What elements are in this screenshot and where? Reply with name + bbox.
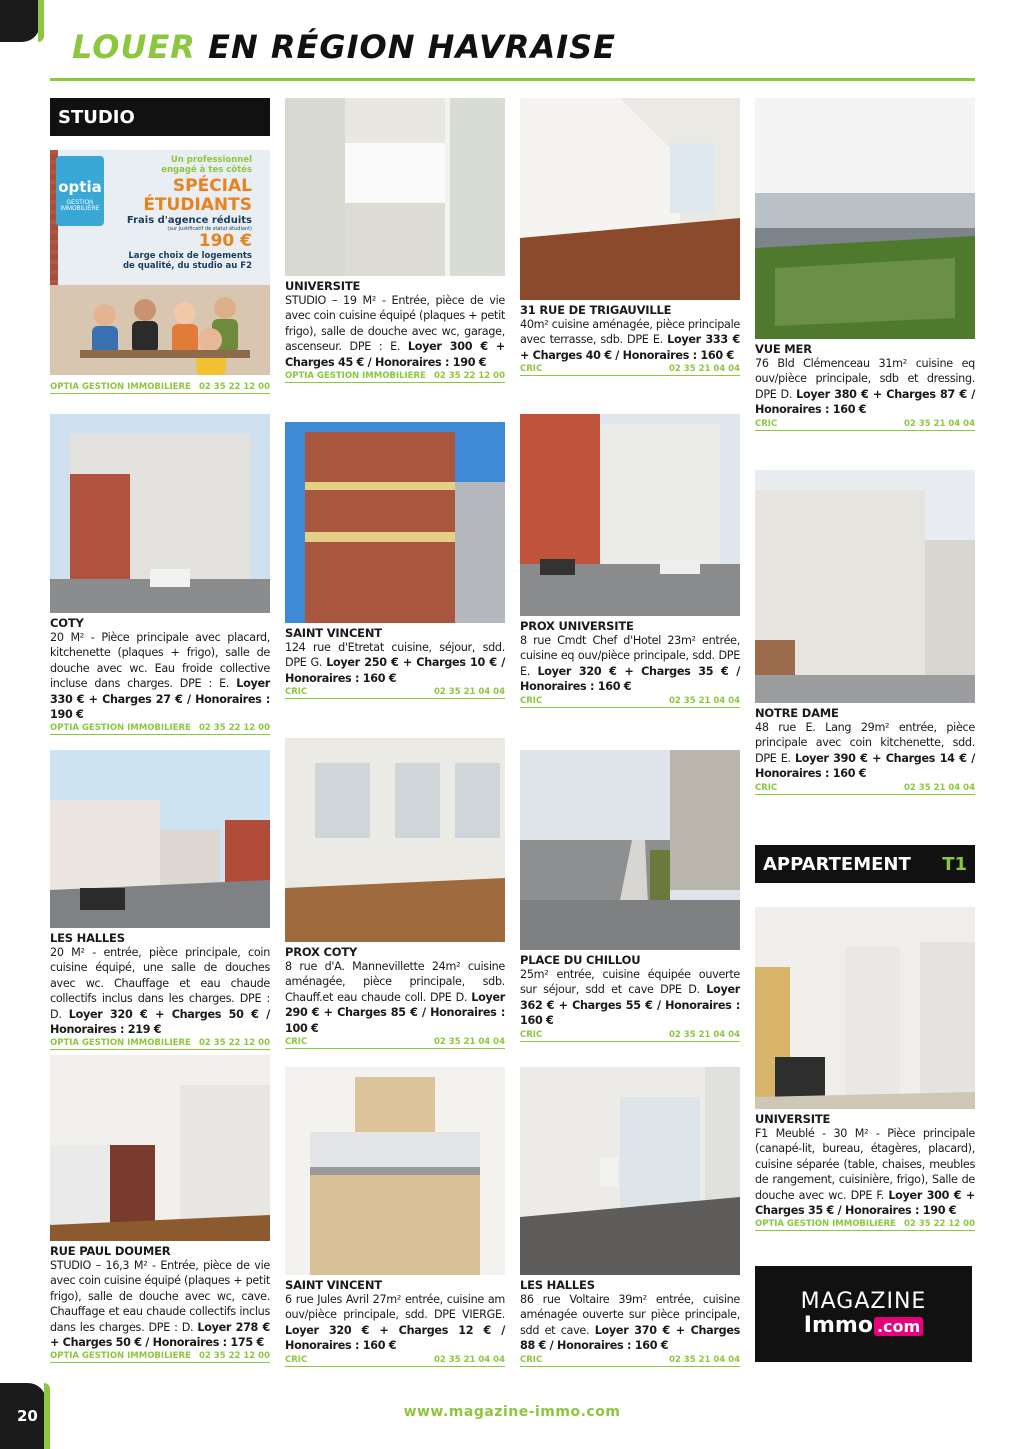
listing-card[interactable] bbox=[50, 1055, 270, 1363]
listing-desc-text: 20 M² - entrée, pièce principale, coin cuisine équipé, une salle de douches avec wc. Chauffage et eau chaude collectifs inclus dans les charges. DPE : D. bbox=[50, 946, 270, 1021]
listing-rent: Loyer 300 € + Charges 35 € / Honoraires : 190 € bbox=[755, 1188, 976, 1218]
listing-desc bbox=[755, 1126, 975, 1218]
listing-rent: Loyer 320 € + Charges 35 € / Honoraires : 160 € bbox=[520, 664, 740, 694]
logo-line2 bbox=[804, 1314, 923, 1339]
listing-agency bbox=[520, 696, 740, 708]
listing-desc bbox=[285, 959, 505, 1036]
listing-desc-text: 8 rue d'A. Mannevillette 24m² cuisine aménagée, pièce principale, sdb. Chauff.et eau chaude coll. DPE D. bbox=[285, 960, 505, 1004]
title-rule bbox=[50, 78, 975, 81]
agency-name: CRIC bbox=[755, 782, 778, 793]
agency-name: OPTIA GESTION IMMOBILIERE bbox=[755, 1219, 896, 1230]
listing-title: COTY bbox=[50, 616, 84, 630]
listing-card[interactable] bbox=[755, 470, 975, 795]
section-studio bbox=[50, 98, 270, 136]
listing-title: VUE MER bbox=[755, 342, 812, 356]
listing-photo bbox=[285, 738, 505, 942]
listing-desc bbox=[755, 356, 975, 418]
listing-title: UNIVERSITE bbox=[285, 279, 361, 293]
title-rest: EN RÉGION HAVRAISE bbox=[208, 28, 617, 66]
listing-agency bbox=[520, 1355, 740, 1367]
agency-name: CRIC bbox=[520, 695, 543, 706]
listing-desc bbox=[520, 967, 740, 1029]
agency-name: CRIC bbox=[520, 1029, 543, 1040]
listing-agency bbox=[755, 1219, 975, 1231]
agency-phone: 02 35 21 04 04 bbox=[904, 782, 975, 793]
listing-desc bbox=[285, 1292, 505, 1354]
listing-agency bbox=[285, 1037, 505, 1049]
logo-immo: Immo bbox=[803, 1312, 873, 1338]
listing-desc-text: 40m² cuisine aménagée, pièce principale avec terrasse, sdb. DPE E. bbox=[520, 318, 740, 347]
listing-rent: Loyer 330 € + Charges 27 € / Honoraires : 190 € bbox=[50, 677, 270, 722]
ad-fees-note: (sur justificatif de statut étudiant) bbox=[167, 226, 252, 232]
logo-dot: .com bbox=[874, 1317, 923, 1336]
agency-name: CRIC bbox=[520, 1354, 543, 1365]
agency-name: CRIC bbox=[285, 1037, 308, 1048]
optia-brand-sub2: IMMOBILIÈRE bbox=[60, 206, 100, 212]
listing-card[interactable] bbox=[520, 98, 740, 376]
listing-desc-text: 86 rue Voltaire 39m² entrée, cuisine aménagée ouverte sur pièce principale, sdd et cave. bbox=[520, 1293, 740, 1337]
listing-desc-text: 25m² entrée, cuisine équipée ouverte sur séjour, sdd et cave DPE D. bbox=[520, 968, 740, 997]
listing-title: PROX COTY bbox=[285, 945, 358, 959]
page-number: 20 bbox=[17, 1407, 38, 1425]
listing-photo bbox=[755, 470, 975, 703]
listing-desc bbox=[755, 720, 975, 782]
agency-phone: 02 35 21 04 04 bbox=[669, 1354, 740, 1365]
listing-desc bbox=[50, 1258, 270, 1350]
listing-card[interactable] bbox=[755, 907, 975, 1231]
footer-url[interactable]: www.magazine-immo.com bbox=[403, 1404, 621, 1420]
listing-title: PLACE DU CHILLOU bbox=[520, 953, 641, 967]
title-highlight: LOUER bbox=[72, 28, 196, 66]
optia-logo bbox=[56, 156, 104, 226]
ad-special1: SPÉCIAL bbox=[172, 176, 252, 196]
agency-phone: 02 35 22 12 00 bbox=[904, 1219, 975, 1230]
listing-photo bbox=[285, 98, 505, 276]
listing-title: SAINT VINCENT bbox=[285, 1278, 382, 1292]
listing-desc bbox=[520, 317, 740, 363]
optia-brand-sub1: GESTION bbox=[66, 200, 94, 206]
listing-desc-text: 6 rue Jules Avril 27m² entrée, cuisine am ouv/pièce principale, sdd. DPE VIERGE. bbox=[285, 1293, 505, 1322]
listing-rent: Loyer 278 € + Charges 50 € / Honoraires : 175 € bbox=[50, 1320, 270, 1350]
listing-title: 31 RUE DE TRIGAUVILLE bbox=[520, 303, 672, 317]
listing-desc bbox=[285, 640, 505, 686]
ad-choice2: de qualité, du studio au F2 bbox=[122, 261, 252, 271]
logo-line1: MAGAZINE bbox=[800, 1288, 927, 1314]
listing-title: NOTRE DAME bbox=[755, 706, 839, 720]
listing-photo bbox=[520, 750, 740, 950]
agency-phone: 02 35 21 04 04 bbox=[669, 695, 740, 706]
agency-phone: 02 35 21 04 04 bbox=[669, 364, 740, 375]
agency-phone: 02 35 22 12 00 bbox=[199, 723, 270, 734]
magazine-immo-logo[interactable] bbox=[755, 1266, 972, 1362]
agency-name: OPTIA GESTION IMMOBILIERE bbox=[50, 1038, 191, 1049]
listing-agency bbox=[755, 419, 975, 431]
listing-title: LES HALLES bbox=[520, 1278, 595, 1292]
ad-tagline2: engagé à tes côtés bbox=[161, 165, 252, 175]
listing-photo bbox=[520, 1067, 740, 1275]
listing-photo bbox=[50, 750, 270, 928]
listing-card[interactable] bbox=[755, 98, 975, 431]
listing-title: LES HALLES bbox=[50, 931, 125, 945]
listing-agency bbox=[285, 1355, 505, 1367]
listing-desc-text: 8 rue Cmdt Chef d'Hotel 23m² entrée, cuisine eq ouv/pièce principale, sdd. DPE E. bbox=[520, 634, 740, 678]
listing-card[interactable] bbox=[285, 422, 505, 699]
agency-name: CRIC bbox=[285, 1354, 308, 1365]
listing-agency bbox=[285, 687, 505, 699]
listing-title: SAINT VINCENT bbox=[285, 626, 382, 640]
listing-rent: Loyer 362 € + Charges 55 € / Honoraires : 160 € bbox=[520, 983, 740, 1028]
section-studio-label: STUDIO bbox=[58, 106, 135, 128]
agency-name: OPTIA GESTION IMMOBILIERE bbox=[285, 371, 426, 382]
listing-rent: Loyer 380 € + Charges 87 € / Honoraires : 160 € bbox=[755, 387, 975, 417]
listing-desc bbox=[285, 293, 505, 370]
listing-photo bbox=[50, 414, 270, 613]
ad-special2: ÉTUDIANTS bbox=[143, 195, 252, 215]
listing-photo bbox=[285, 1067, 505, 1275]
listing-photo bbox=[755, 98, 975, 339]
listing-card[interactable] bbox=[520, 414, 740, 708]
section-appartement-label: APPARTEMENT bbox=[763, 853, 911, 875]
ad-agency-name: OPTIA GESTION IMMOBILIERE bbox=[50, 382, 191, 392]
listing-agency bbox=[50, 723, 270, 735]
listing-photo bbox=[520, 414, 740, 616]
listing-title: UNIVERSITE bbox=[755, 1112, 831, 1126]
listing-card[interactable] bbox=[285, 98, 505, 383]
agency-name: CRIC bbox=[520, 364, 543, 375]
listing-agency bbox=[755, 783, 975, 795]
listing-card[interactable] bbox=[520, 750, 740, 1042]
listing-card[interactable] bbox=[50, 414, 270, 735]
listing-card[interactable] bbox=[285, 738, 505, 1049]
listing-desc-text: 20 M² - Pièce principale avec placard, kitchenette (plaques + frigo), salle de douche avec wc. Eau froide collective incluse dans charges. DPE : E. bbox=[50, 631, 270, 691]
listing-rent: Loyer 390 € + Charges 14 € / Honoraires : 160 € bbox=[755, 751, 975, 781]
listing-photo bbox=[285, 422, 505, 623]
listing-rent: Loyer 320 € + Charges 12 € / Honoraires : 160 € bbox=[285, 1323, 505, 1353]
page-title bbox=[72, 28, 616, 66]
ad-agency-phone: 02 35 22 12 00 bbox=[199, 382, 270, 392]
agency-phone: 02 35 21 04 04 bbox=[904, 418, 975, 429]
listing-rent: Loyer 250 € + Charges 10 € / Honoraires : 160 € bbox=[285, 656, 505, 685]
agency-phone: 02 35 21 04 04 bbox=[434, 1354, 505, 1365]
agency-phone: 02 35 21 04 04 bbox=[434, 687, 505, 698]
ad-agency bbox=[50, 382, 270, 394]
listing-desc bbox=[50, 630, 270, 722]
ad-choice1: Large choix de logements bbox=[128, 251, 252, 261]
ad-copy bbox=[110, 155, 252, 271]
agency-phone: 02 35 22 12 00 bbox=[199, 1038, 270, 1049]
listing-agency bbox=[285, 371, 505, 383]
agency-name: CRIC bbox=[755, 418, 778, 429]
agency-phone: 02 35 21 04 04 bbox=[434, 1037, 505, 1048]
listing-photo bbox=[520, 98, 740, 300]
listing-rent: Loyer 300 € + Charges 45 € / Honoraires : 190 € bbox=[285, 340, 505, 369]
optia-brand: optia bbox=[58, 178, 102, 196]
section-appartement-type: T1 bbox=[942, 853, 967, 875]
listing-card[interactable] bbox=[50, 750, 270, 1050]
listing-card[interactable] bbox=[520, 1067, 740, 1367]
listing-card[interactable] bbox=[285, 1067, 505, 1367]
listing-agency bbox=[50, 1351, 270, 1363]
ad-fees-price: 190 € bbox=[198, 231, 252, 251]
listing-rent: Loyer 370 € + Charges 88 € / Honoraires : 160 € bbox=[520, 1323, 740, 1353]
listing-agency bbox=[520, 364, 740, 376]
listing-rent: Loyer 333 € + Charges 40 € / Honoraires : 160 € bbox=[520, 333, 740, 362]
agency-phone: 02 35 22 12 00 bbox=[434, 371, 505, 382]
section-appartement bbox=[755, 845, 975, 883]
listing-desc bbox=[520, 633, 740, 695]
listing-rent: Loyer 320 € + Charges 50 € / Honoraires : 219 € bbox=[50, 1007, 271, 1037]
listing-title: RUE PAUL DOUMER bbox=[50, 1244, 171, 1258]
ad-tagline1: Un professionnel bbox=[170, 155, 252, 165]
listing-desc-text: 48 rue E. Lang 29m² entrée, pièce principale avec coin kitchenette, sdd. DPE E. bbox=[755, 721, 975, 765]
listing-desc-text: F1 Meublé - 30 M² - Pièce principale (canapé-lit, bureau, étagères, placard), cuisine séparée (table, chaises, meubles de rangement, cuisinière, frigo), Salle de douche avec wc. DPE F. bbox=[755, 1127, 975, 1202]
agency-phone: 02 35 22 12 00 bbox=[199, 1351, 270, 1362]
listing-photo bbox=[755, 907, 975, 1109]
agency-phone: 02 35 21 04 04 bbox=[669, 1029, 740, 1040]
agency-name: OPTIA GESTION IMMOBILIERE bbox=[50, 1351, 191, 1362]
listing-desc-text: STUDIO – 19 M² - Entrée, pièce de vie avec coin cuisine équipé (plaques + petit frigo), salle de douche avec wc, garage, ascenseur. DPE : E. bbox=[285, 294, 505, 354]
corner-tab bbox=[0, 0, 40, 42]
agency-name: CRIC bbox=[285, 687, 308, 698]
ad-fees-label: Frais d'agence réduits bbox=[126, 215, 252, 226]
listing-title: PROX UNIVERSITE bbox=[520, 619, 634, 633]
listing-desc-text: STUDIO – 16,3 M² - Entrée, pièce de vie avec coin cuisine équipé (plaques + petit frigo), salle de douche avec wc, cave. Chauffage et eau chaude collectifs inclus dans les charges. DPE : D. bbox=[50, 1259, 270, 1334]
listing-agency bbox=[50, 1038, 270, 1050]
listing-desc bbox=[50, 945, 270, 1037]
listing-desc bbox=[520, 1292, 740, 1354]
agency-name: OPTIA GESTION IMMOBILIERE bbox=[50, 723, 191, 734]
listing-desc-text: 76 Bld Clémenceau 31m² cuisine eq ouv/pièce principale, sdb et dressing. DPE D. bbox=[755, 357, 975, 401]
listing-photo bbox=[50, 1055, 270, 1241]
listing-rent: Loyer 290 € + Charges 85 € / Honoraires : 100 € bbox=[285, 990, 505, 1035]
listing-agency bbox=[520, 1030, 740, 1042]
optia-ad[interactable] bbox=[50, 150, 270, 375]
listing-desc-text: 124 rue d'Etretat cuisine, séjour, sdd. DPE G. bbox=[285, 641, 505, 670]
